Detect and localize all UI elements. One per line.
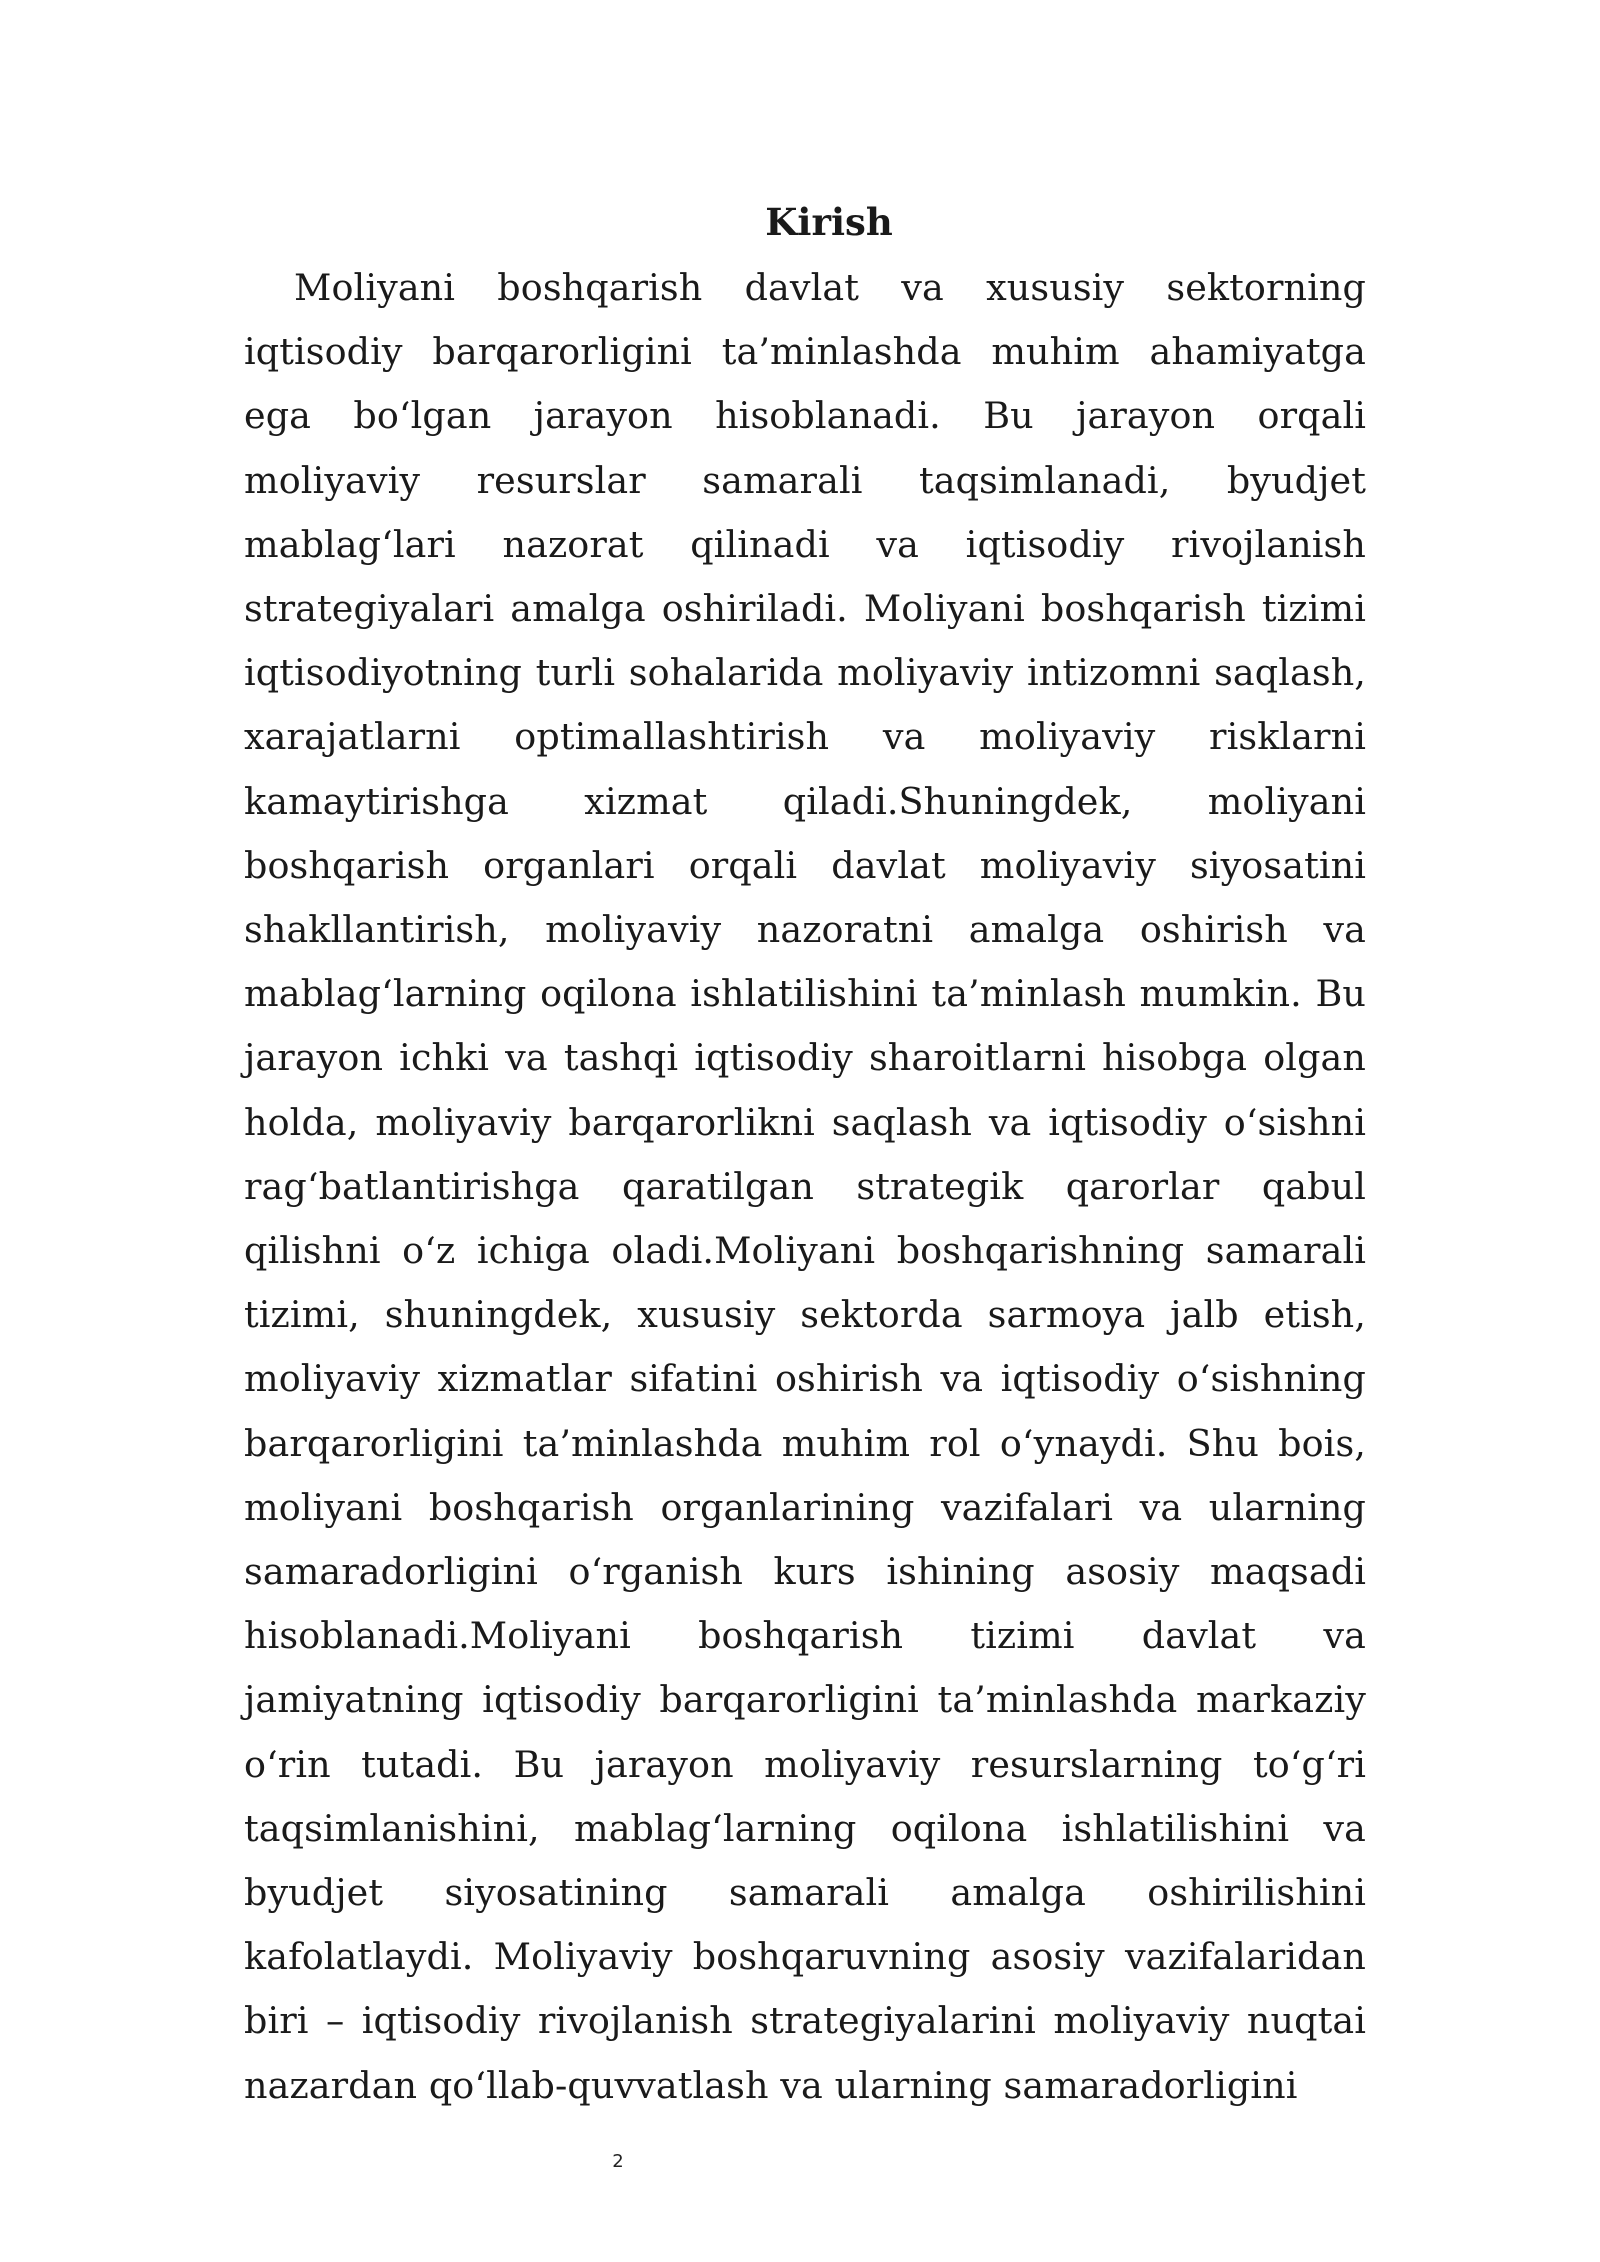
section-heading: Kirish [765,200,893,244]
body-paragraph: Moliyani boshqarish davlat va xususiy sektorning iqtisodiy barqarorligini ta’minlashda muhim ahamiyatga ega boʻlgan jarayon hisoblanadi. Bu jarayon orqali moliyaviy resurslar samarali taqsimlanadi, byudjet mablagʻlari nazorat qilinadi va iqtisodiy rivojlanish strategiyalari amalga oshiriladi. Moliyani boshqarish tizimi iqtisodiyotning turli sohalarida moliyaviy intizomni saqlash, xarajatlarni optimallashtirish va moliyaviy risklarni kamaytirishga xizmat qiladi.Shuningdek, moliyani boshqarish organlari orqali davlat moliyaviy siyosatini shakllantirish, moliyaviy nazoratni amalga oshirish va mablagʻlarning oqilona ishlatilishini ta’minlash mumkin. Bu jarayon ichki va tashqi iqtisodiy sharoitlarni hisobga olgan holda, moliyaviy barqarorlikni saqlash va iqtisodiy oʻsishni ragʻbatlantirishga qaratilgan strategik qarorlar qabul qilishni oʻz ichiga oladi.Moliyani boshqarishning samarali tizimi, shuningdek, xususiy sektorda sarmoya jalb etish, moliyaviy xizmatlar sifatini oshirish va iqtisodiy oʻsishning barqarorligini ta’minlashda muhim rol oʻynaydi. Shu bois, moliyani boshqarish organlarining vazifalari va ularning samaradorligini oʻrganish kurs ishining asosiy maqsadi hisoblanadi.Moliyani boshqarish tizimi davlat va jamiyatning iqtisodiy barqarorligini ta’minlashda markaziy oʻrin tutadi. Bu jarayon moliyaviy resurslarning toʻgʻri taqsimlanishini, mablagʻlarning oqilona ishlatilishini va byudjet siyosatining samarali amalga oshirilishini kafolatlaydi. Moliyaviy boshqaruvning asosiy vazifalaridan biri – iqtisodiy rivojlanish strategiyalarini moliyaviy nuqtai nazardan qoʻllab-quvvatlash va ularning samaradorligini [244,266,1366,2107]
page-number: 2 [612,2151,624,2172]
